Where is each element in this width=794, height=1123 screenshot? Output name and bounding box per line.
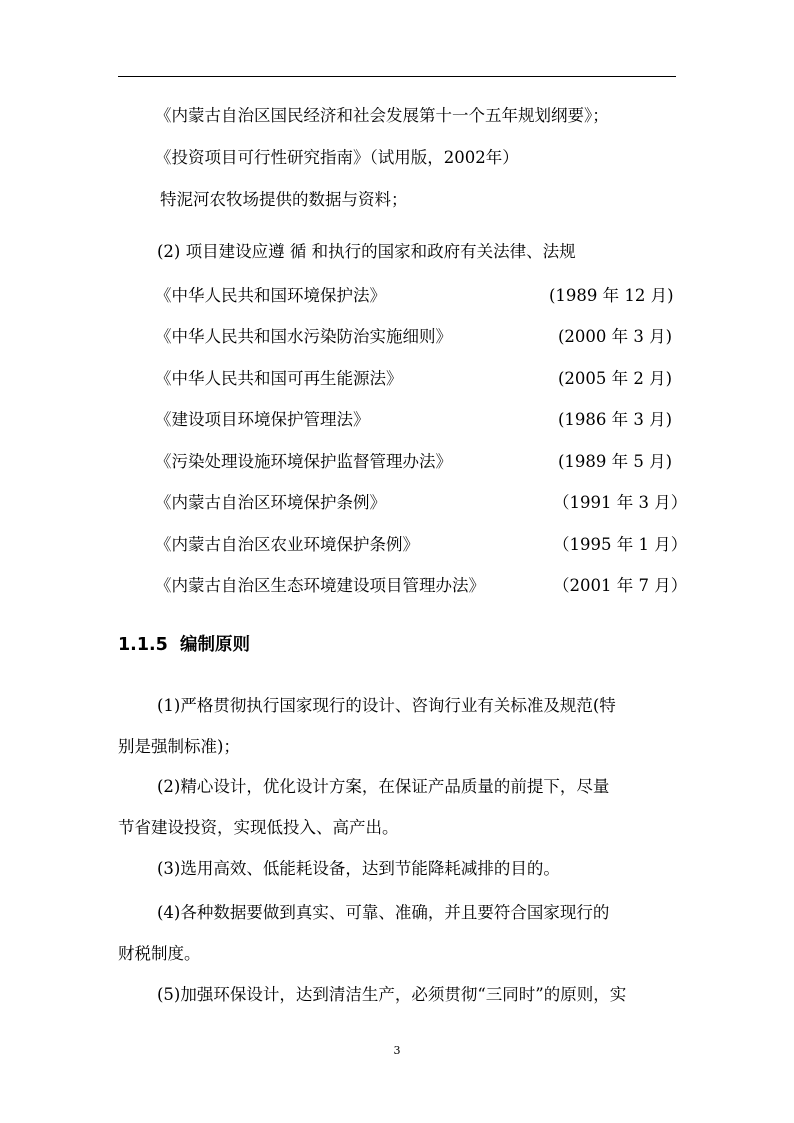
law-item — [0, 491, 794, 515]
law-item — [0, 367, 794, 391]
law-date: (1989 年 12 月) — [549, 286, 674, 305]
paragraph-line — [0, 857, 794, 881]
principle-text: 别是强制标准)； — [118, 737, 240, 756]
reference-line — [0, 146, 794, 170]
header-rule — [118, 76, 676, 77]
law-date: (2000 年 3 月) — [558, 327, 673, 346]
principle-text: (4)各种数据要做到真实、可靠、准确，并且要符合国家现行的 — [157, 903, 610, 922]
law-item — [0, 574, 794, 598]
law-item — [0, 325, 794, 349]
law-item — [0, 450, 794, 474]
principle-text: 节省建设投资，实现低投入、高产出。 — [118, 818, 399, 837]
law-title: 《中华人民共和国水污染防治实施细则》 — [155, 327, 452, 346]
law-title: 《污染处理设施环境保护监督管理办法》 — [155, 452, 452, 471]
law-item — [0, 533, 794, 557]
law-date: (1986 年 3 月) — [558, 410, 673, 429]
section-number: 1.1.5 — [118, 635, 168, 655]
reference-line — [0, 188, 794, 212]
law-date: （1995 年 1 月） — [553, 535, 688, 554]
law-item — [0, 408, 794, 432]
reference-line — [0, 104, 794, 128]
law-date: （2001 年 7 月） — [553, 576, 688, 595]
law-title: 《中华人民共和国环境保护法》 — [155, 286, 386, 305]
paragraph-line — [0, 983, 794, 1007]
law-item — [0, 284, 794, 308]
section-title: 编制原则 — [180, 635, 251, 655]
paragraph-line — [0, 775, 794, 799]
paragraph-line — [0, 901, 794, 925]
law-title: 《内蒙古自治区生态环境建设项目管理办法》 — [155, 576, 485, 595]
law-title: 《建设项目环境保护管理法》 — [155, 410, 370, 429]
principle-text: (3)选用高效、低能耗设备，达到节能降耗减排的目的。 — [157, 859, 560, 878]
law-title: 《内蒙古自治区农业环境保护条例》 — [155, 535, 419, 554]
reference-text: 特泥河农牧场提供的数据与资料； — [160, 190, 408, 209]
laws-heading-line — [0, 240, 794, 264]
law-date: (1989 年 5 月) — [558, 452, 673, 471]
principle-text: 财税制度。 — [118, 944, 201, 963]
reference-text: 《投资项目可行性研究指南》（试用版，2002年） — [155, 148, 519, 167]
principle-text: (5)加强环保设计，达到清洁生产，必须贯彻“三同时”的原则，实 — [157, 985, 627, 1004]
principle-text: (2)精心设计，优化设计方案，在保证产品质量的前提下，尽量 — [157, 777, 610, 796]
law-title: 《内蒙古自治区环境保护条例》 — [155, 493, 386, 512]
paragraph-line — [0, 816, 794, 840]
law-date: （1991 年 3 月） — [553, 493, 688, 512]
paragraph-line — [0, 942, 794, 966]
section-heading — [118, 632, 250, 658]
principle-text: (1)严格贯彻执行国家现行的设计、咨询行业有关标准及规范(特 — [157, 696, 616, 715]
law-title: 《中华人民共和国可再生能源法》 — [155, 369, 403, 388]
page-number: 3 — [393, 1044, 401, 1057]
laws-heading: (2) 项目建设应遵 循 和执行的国家和政府有关法律、法规 — [157, 242, 576, 261]
paragraph-line — [0, 735, 794, 759]
law-date: (2005 年 2 月) — [558, 369, 673, 388]
reference-text: 《内蒙古自治区国民经济和社会发展第十一个五年规划纲要》； — [155, 106, 609, 125]
paragraph-line — [0, 694, 794, 718]
